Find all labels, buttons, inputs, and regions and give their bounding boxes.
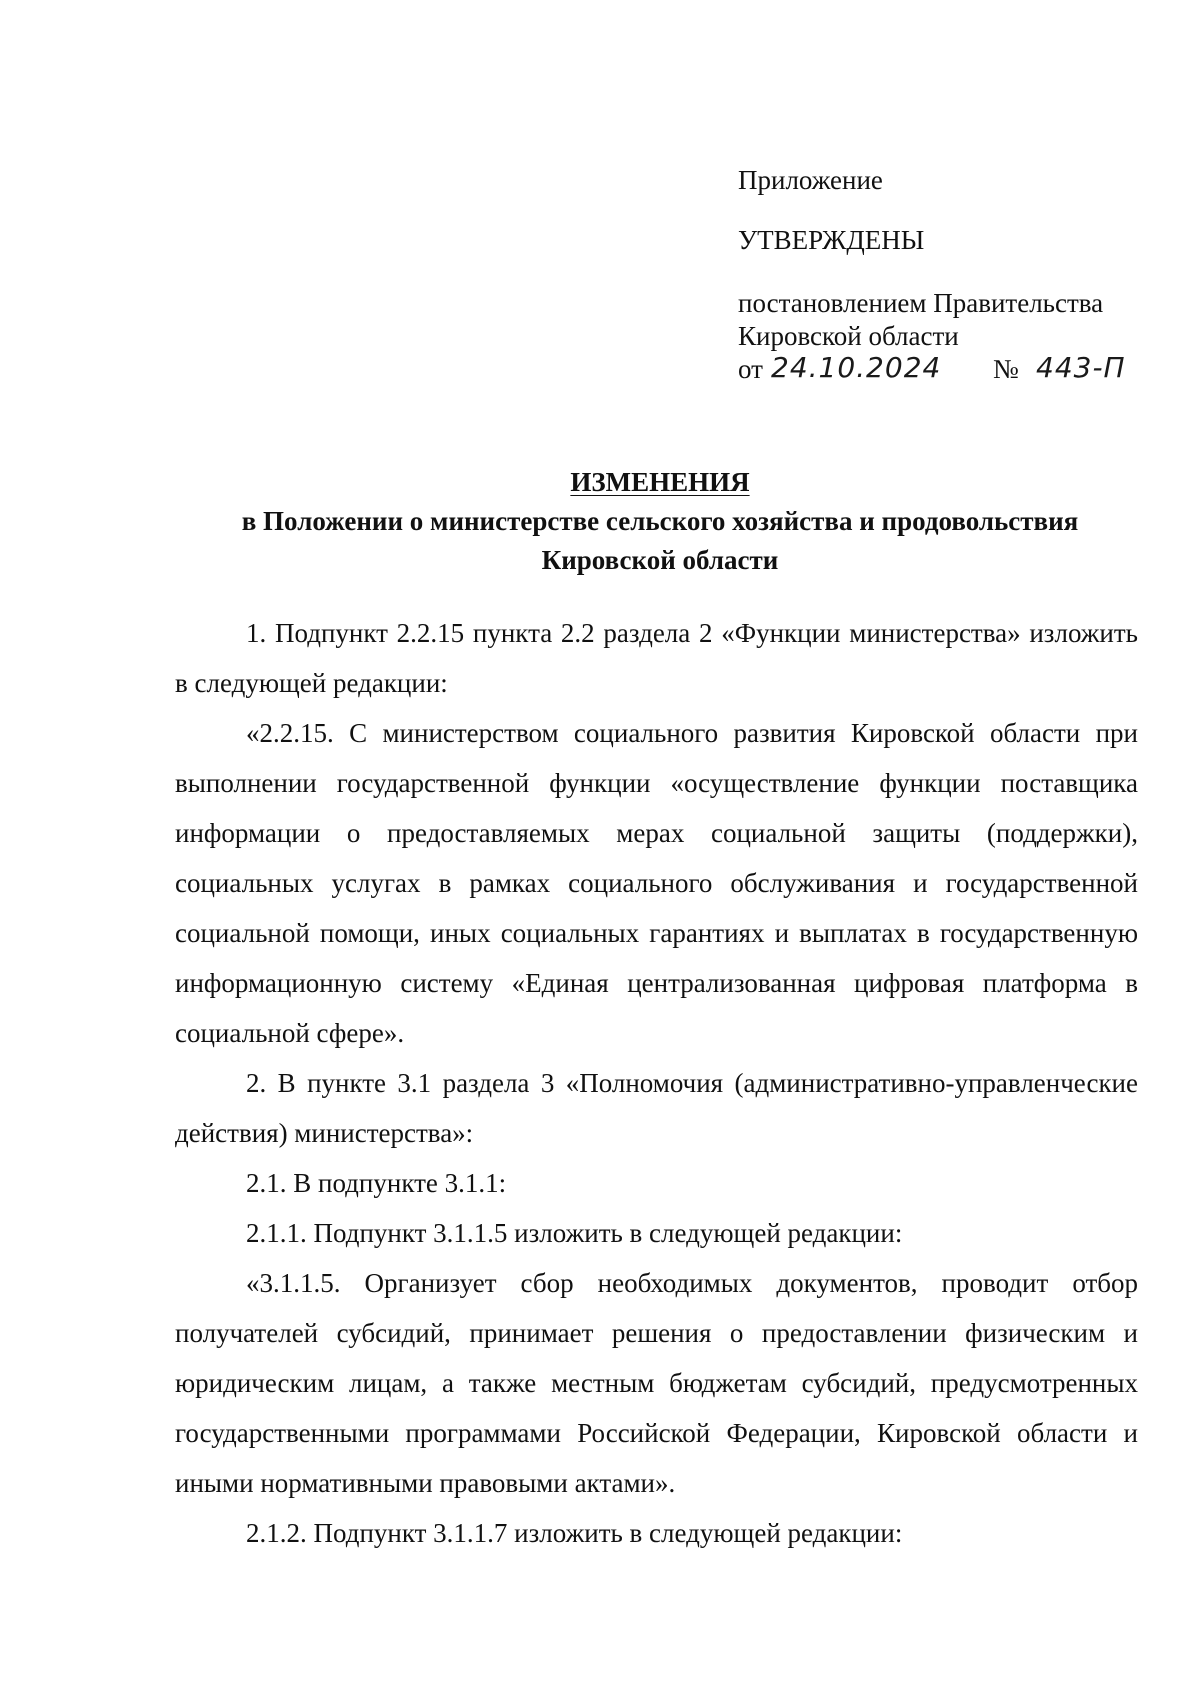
document-title: [0, 463, 1200, 580]
paragraph-2: «2.2.15. С министерством социального развития Кировской области при выполнении государственной функции «осуществление функции поставщика информации о предоставляемых мерах социальной защиты (поддержки), социальных услугах в рамках социального обслуживания и государственной социальной помощи, иных социальных гарантиях и выплатах в государственную информационную систему «Единая централизованная цифровая платформа в социальной сфере».: [175, 718, 1138, 1048]
date-number-row: [738, 353, 1158, 389]
paragraph-5: 2.1.1. Подпункт 3.1.1.5 изложить в следующей редакции:: [246, 1218, 903, 1248]
title-subtitle-line-2: Кировской области: [541, 545, 779, 575]
paragraph-1: 1. Подпункт 2.2.15 пункта 2.2 раздела 2 «Функции министерства» изложить в следующей редакции:: [175, 618, 1138, 698]
number-label: №: [993, 354, 1019, 384]
approved-label: УТВЕРЖДЕНЫ: [738, 225, 925, 255]
handwritten-number: 443-П: [1036, 351, 1126, 384]
handwritten-date: 24.10.2024: [771, 351, 942, 384]
title-subtitle-line-1: в Положении о министерстве сельского хозяйства и продовольствия: [241, 506, 1079, 536]
title-main: ИЗМЕНЕНИЯ: [570, 467, 750, 497]
paragraph-7: 2.1.2. Подпункт 3.1.1.7 изложить в следующей редакции:: [246, 1518, 903, 1548]
approval-stamp-block: [738, 164, 1158, 389]
appendix-label: Приложение: [738, 165, 883, 195]
paragraph-3: 2. В пункте 3.1 раздела 3 «Полномочия (административно-управленческие действия) министерства»:: [175, 1068, 1138, 1148]
approved-by-line-1: постановлением Правительства: [738, 288, 1104, 318]
date-label: от: [738, 354, 763, 384]
paragraph-4: 2.1. В подпункте 3.1.1:: [246, 1168, 507, 1198]
paragraph-6: «3.1.1.5. Организует сбор необходимых документов, проводит отбор получателей субсидий, принимает решения о предоставлении физическим и юридическим лицам, а также местным бюджетам субсидий, предусмотренных государственными программами Российской Федерации, Кировской области и иными нормативными правовыми актами».: [175, 1268, 1138, 1498]
document-body: [175, 608, 1138, 1558]
approved-by-line-2: Кировской области: [738, 321, 959, 351]
